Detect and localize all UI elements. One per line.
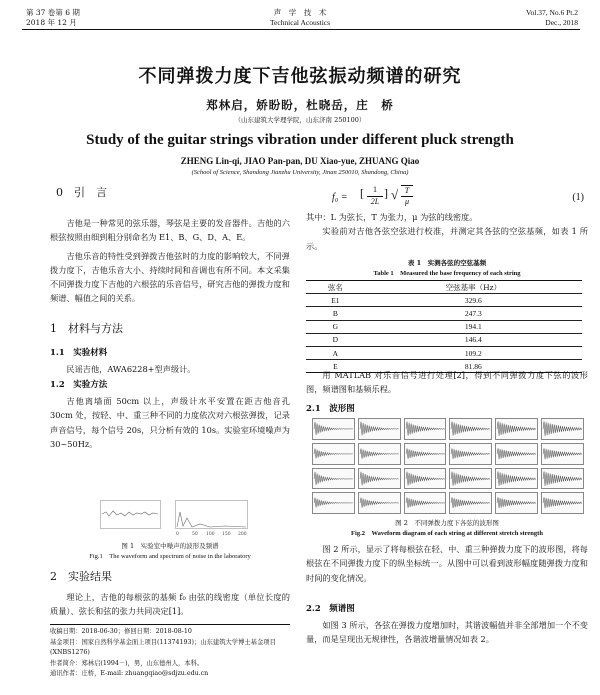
paper-title-zh: 不同弹拨力度下吉他弦振动频谱的研究: [138, 66, 462, 87]
fig1-tick-2: 100: [206, 532, 215, 537]
paragraph-equation-vars: 其中：L 为弦长，T 为张力，μ 为弦的线密度。: [306, 212, 478, 222]
waveform-trace: [406, 422, 445, 436]
table-1-caption: 表 1 实测各弦的空弦基频: [407, 259, 487, 267]
table-cell-frequency: 247.3: [365, 307, 582, 320]
authors-en: ZHENG Lin-qi, JIAO Pan-pan, DU Xiao-yue, ZHUANG Qiao: [180, 156, 420, 166]
table-header-frequency: 空弦基率（Hz）: [365, 281, 582, 294]
table-row: [306, 320, 582, 333]
paragraph-results-intro: 理论上，吉他的每根弦的基频 f₀ 由弦的线密度（单位长度的质量）、弦长和弦的张力共同决定[1]。: [50, 592, 290, 617]
waveform-thumbnail: [541, 492, 584, 514]
fig1-tick-4: 200: [238, 532, 247, 537]
waveform-thumbnail: [358, 468, 401, 490]
table-cell-frequency: 329.6: [365, 294, 582, 307]
eq-sqrt-sign: √: [391, 187, 399, 202]
waveform-trace: [543, 471, 582, 486]
table-cell-frequency: 109.2: [365, 346, 582, 359]
waveform-thumbnail: [404, 468, 447, 490]
journal-volume-en: Vol.37, No.6 Pt.2: [526, 8, 578, 17]
table-header-row: [306, 281, 582, 294]
waveform-thumbnail: [449, 443, 492, 465]
waveform-thumbnail: [312, 492, 355, 514]
eq-number: (1): [572, 192, 584, 203]
paragraph-intro-2: 吉他乐音的特性受到弹拨吉他弦时的力度的影响较大，不同弹拨力度下，吉他乐音大小、持续时间和音调也有所不同。本文采集不同弹拨力度下吉他的六根弦的乐音信号，研究吉他的弹拨力度和频谱、幅值之间的关系。: [50, 250, 290, 304]
figure-1-plot: [100, 500, 250, 538]
fig1-tick-3: 150: [222, 532, 231, 537]
waveform-trace: [497, 448, 536, 459]
right-column: [306, 210, 588, 253]
waveform-trace: [497, 471, 536, 485]
table-cell-frequency: 194.1: [365, 320, 582, 333]
waveform-trace: [452, 498, 491, 509]
journal-date-en: Dec., 2018: [545, 18, 578, 27]
subsection-materials: 1.1 实验材料: [50, 347, 108, 358]
table-header-string: 弦名: [306, 281, 365, 294]
waveform-thumbnail: [358, 492, 401, 514]
footnote-funding: 基金项目：国家自然科学基金面上项目(11374193)；山东建筑大学博士基金项目(XNBS1276): [50, 638, 276, 656]
waveform-thumbnail: [495, 418, 538, 440]
figure-2-grid: [312, 418, 584, 514]
waveform-thumbnail: [312, 418, 355, 440]
journal-volume: 第 37 卷第 6 期: [26, 8, 80, 17]
table-row: [306, 346, 582, 359]
footnote-author: 作者简介：郑林启(1994－)，男，山东德州人，本科。: [50, 659, 204, 667]
table-cell-string: A: [306, 346, 365, 359]
waveform-trace: [452, 422, 491, 436]
journal-title-zh: 声 学 技 术: [273, 8, 327, 17]
waveform-trace: [543, 498, 582, 509]
section-heading-intro: 0 引 言: [56, 186, 107, 199]
waveform-trace: [406, 498, 445, 508]
waveform-trace: [314, 498, 353, 508]
waveform-thumbnail: [449, 418, 492, 440]
eq-bracket-left: [: [360, 186, 364, 200]
waveform-thumbnail: [541, 468, 584, 490]
figure-1-caption-en: Fig.1 The waveform and spectrum of noise in the laboratory: [89, 553, 251, 560]
waveform-thumbnail: [404, 492, 447, 514]
table-cell-frequency: 81.86: [365, 360, 582, 373]
waveform-thumbnail: [312, 443, 355, 465]
waveform-trace: [406, 471, 445, 485]
waveform-thumbnail: [449, 492, 492, 514]
waveform-trace: [543, 448, 582, 459]
footnote-corresponding: 通讯作者：庄桥，E-mail: zhuangqiao@sdjzu.edu.cn: [50, 670, 209, 677]
waveform-thumbnail: [495, 443, 538, 465]
journal-title-en: Technical Acoustics: [269, 18, 331, 27]
waveform-thumbnail: [404, 443, 447, 465]
waveform-trace: [314, 422, 353, 435]
paragraph-materials: 民谣吉他，AWA6228+型声级计。: [66, 363, 196, 374]
table-cell-string: E: [306, 360, 365, 373]
table-1-caption-en: Table 1 Measured the base frequency of each string: [373, 270, 521, 277]
figure-1-caption: 图 1 实验室中噪声的波形及频谱: [121, 542, 219, 550]
table-row: [306, 307, 582, 320]
waveform-trace: [406, 448, 445, 458]
waveform-thumbnail: [404, 418, 447, 440]
waveform-trace: [360, 422, 399, 436]
section-heading-results: 2 实验结果: [50, 570, 112, 583]
waveform-trace: [360, 448, 399, 458]
waveform-trace: [314, 471, 353, 484]
table-cell-string: D: [306, 333, 365, 346]
left-column: [50, 184, 290, 451]
footnote-received: 收稿日期：2018-06-30；修回日期：2018-08-10: [50, 628, 192, 635]
waveform-trace: [497, 498, 536, 509]
table-row: [306, 333, 582, 346]
table-row: [306, 294, 582, 307]
waveform-thumbnail: [495, 492, 538, 514]
waveform-trace: [360, 498, 399, 508]
waveform-trace: [314, 448, 353, 458]
figure-2-caption: 图 2 不同弹拨力度下各弦的波形图: [395, 519, 499, 527]
eq-frac-bot: 2L: [370, 197, 380, 206]
subsection-spectrum: 2.2 频谱图: [306, 604, 355, 614]
waveform-thumbnail: [495, 468, 538, 490]
fig1-tick-1: 50: [192, 532, 198, 537]
paragraph-intro-1: 吉他是一种常见的弦乐器，琴弦是主要的发音器件。吉他的六根弦按照由细到粗分别命名为 E1、B、G、D、A、E。: [50, 218, 290, 243]
waveform-trace: [543, 421, 582, 436]
table-cell-string: B: [306, 307, 365, 320]
journal-date: 2018 年 12 月: [26, 18, 77, 27]
paragraph-matlab: 用 MATLAB 对乐音信号进行处理[2]，得到不同弹拨力度下弦的波形图，频谱图和基频乐程。: [306, 370, 588, 395]
waveform-trace: [452, 471, 491, 485]
paragraph-spectrum: 如图 3 所示，各弦在弹拨力度增加时，其谐波幅值并非全部增加一个不变量，而是呈现出无规律性，各谐波增量情况如表 2。: [306, 620, 588, 645]
paragraph-method: 吉他离墙面 50cm 以上，声级计水平安置在距吉他音孔 30cm 处，按轻、中、重三种不同的力度依次对六根弦弹拨，记录声音信号，每个信号 20s，只分析有效的 10s。实验室环境噪声为 30~50Hz。: [50, 396, 290, 449]
affiliation-en: (School of Science, Shandong Jianzhu University, Jinan 250010, Shandong, China): [191, 169, 409, 176]
paragraph-calibration: 实验前对吉他各弦空弦进行校准，并测定其各弦的空弦基频，如表 1 所示。: [306, 226, 588, 251]
waveform-thumbnail: [541, 418, 584, 440]
figure-1: [100, 500, 250, 538]
paragraph-waveform: 图 2 所示，显示了将每根弦在轻、中、重三种弹拨力度下的波形图，将每根弦在不同弹拨力度下的纵坐标统一。从图中可以看到波形幅度随弹拨力度和时间的变化情况。: [306, 544, 588, 583]
footnotes: [50, 627, 290, 680]
subsection-waveform: 2.1 波形图: [306, 404, 355, 414]
table-cell-string: E1: [306, 294, 365, 307]
eq-frac-top: 1: [373, 185, 377, 194]
header-rule: [22, 29, 580, 30]
waveform-thumbnail: [449, 468, 492, 490]
waveform-trace: [452, 448, 491, 459]
waveform-thumbnail: [358, 443, 401, 465]
table-cell-frequency: 146.4: [365, 333, 582, 346]
figure-2-caption-en: Fig.2 Waveform diagram of each string at different stretch strength: [351, 530, 543, 537]
eq-sqrt-top: T: [401, 185, 413, 195]
authors-zh: 郑林启，娇盼盼，杜晓岳，庄 桥: [206, 98, 394, 112]
waveform-thumbnail: [312, 468, 355, 490]
waveform-thumbnail: [358, 418, 401, 440]
eq-sqrt-bot: μ: [404, 197, 409, 206]
table-cell-string: G: [306, 320, 365, 333]
waveform-trace: [360, 471, 399, 485]
fig1-tick-0: 0: [176, 532, 179, 537]
eq-lhs: f₀ =: [332, 192, 348, 203]
equation-1: [318, 186, 588, 212]
paper-title-en: Study of the guitar strings vibration under different pluck strength: [86, 132, 514, 148]
table-1: [306, 280, 582, 373]
eq-bracket-right: ]: [384, 186, 388, 200]
subsection-method: 1.2 实验方法: [50, 380, 108, 391]
affiliation-zh: （山东建筑大学理学院，山东济南 250100）: [234, 116, 366, 124]
waveform-thumbnail: [541, 443, 584, 465]
section-heading-methods: 1 材料与方法: [50, 321, 123, 335]
footnote-rule: [50, 624, 290, 625]
waveform-trace: [497, 421, 536, 435]
